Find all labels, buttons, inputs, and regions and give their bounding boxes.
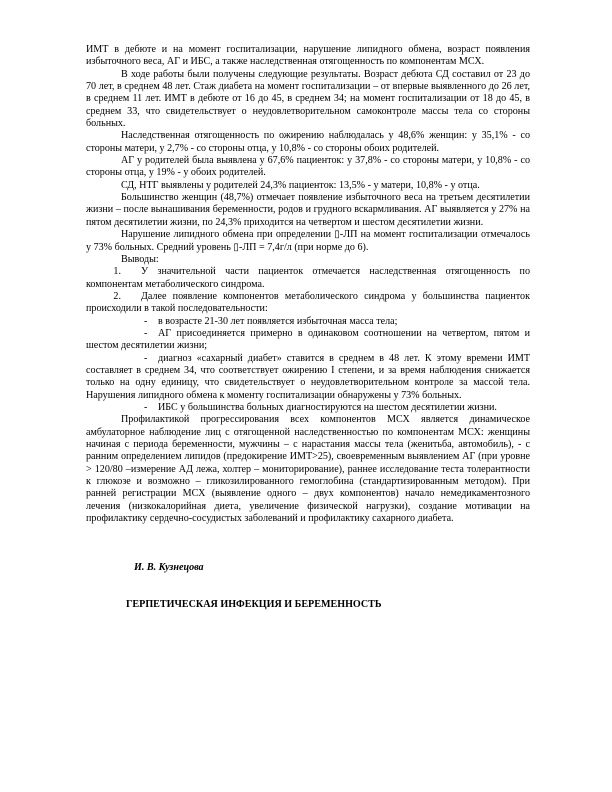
dash-item xyxy=(86,353,530,402)
paragraph: СД, НТГ выявлены у родителей 24,3% пациенток: 13,5% - у матери, 10,8% - у отца. xyxy=(121,179,480,191)
dash-marker: - xyxy=(144,401,148,413)
dash-item xyxy=(86,328,530,353)
article-title: ГЕРПЕТИЧЕСКАЯ ИНФЕКЦИЯ И БЕРЕМЕННОСТЬ xyxy=(126,598,382,610)
dash-marker: - xyxy=(144,327,148,339)
conclusion-item xyxy=(86,291,530,316)
item-number: 1. xyxy=(113,266,121,278)
dash-marker: - xyxy=(144,315,148,327)
item-text: ИБС у большинства больных диагностируются на шестом десятилетии жизни. xyxy=(158,401,497,413)
paragraph: Профилактикой прогрессирования всех компонентов МСХ является динамическое амбулаторное наблюдение лиц с отягощенной наследственностью по компонентам МСХ: женщины начиная с периода беременности, мужчины – с нарастания массы тела (женитьба, автомобиль), - с ранним определением липидов (предокирение ИМТ>25), своевременным выявлением АГ (при уровне > 120/80 –измерение АД лежа, холтер – мониторирование), раннее исследование теста толерантности к глюкозе и возможно – гликозилированного гемоглобина (стандартизированным методом). При ранней регистрации МСХ (выявление одного – двух компонентов) начало немедикаментозного лечения (низкокалорийная диета, увеличение физической нагрузки), создание мотивации на профилактику сердечно-сосудистых заболеваний и профилактику сахарного диабета. xyxy=(86,414,530,525)
conclusion-item xyxy=(86,266,530,291)
paragraph: АГ у родителей была выявлена у 67,6% пациенток: у 37,8% - со стороны матери, у 10,8% - со стороны отца, у 19% - у обоих родителей. xyxy=(86,155,530,179)
dash-item xyxy=(86,316,530,328)
paragraph: В ходе работы были получены следующие результаты. Возраст дебюта СД составил от 23 до 70 лет, в среднем 48 лет. Стаж диабета на момент госпитализации – от впервые выявленного до 26 лет, в среднем 11 лет. ИМТ в дебюте от 16 до 45, в среднем 34; на момент госпитализации от 18 до 45, в среднем 33, что свидетельствует о неудовлетворительном самоконтроле массы тела со стороны больных. xyxy=(86,68,530,130)
dash-item xyxy=(86,402,530,414)
dash-marker: - xyxy=(144,352,148,364)
document-page xyxy=(86,44,530,611)
item-number: 2. xyxy=(113,290,121,302)
item-text: диагноз «сахарный диабет» ставится в среднем в 48 лет. К этому времени ИМТ составляет в среднем 34, что соответствует ожирению I степени, и за время наблюдения снижается только на одну единицу, что свидетельствует о неудовлетворительном контроле за массой тела. Нарушения липидного обмена к моменту госпитализации обнаружены у 73% больных. xyxy=(86,352,530,401)
item-text: АГ присоединяется примерно в одинаковом соотношении на четвертом, пятом и шестом десятилетии жизни; xyxy=(86,327,530,352)
item-text: У значительной части пациенток отмечается наследственная отягощенность по компонентам метаболического синдрома. xyxy=(86,266,530,290)
paragraph: Большинство женщин (48,7%) отмечает появление избыточного веса на третьем десятилетии жизни – после вынашивания беременности, родов и грудного вскармливания. АГ выявляется у 27% на пятом десятилетии жизни, по 24,3% приходится на четвертом и шестом десятилетии жизни. xyxy=(86,192,530,228)
item-text: Далее появление компонентов метаболического синдрома у большинства пациенток происходили в такой последовательности: xyxy=(86,290,530,315)
paragraph: Нарушение липидного обмена при определении ▯-ЛП на момент госпитализации отмечалось у 73% больных. Средний уровень ▯-ЛП = 7,4г/л (при норме до 6). xyxy=(86,229,530,253)
paragraph: Наследственная отягощенность по ожирению наблюдалась у 48,6% женщин: у 35,1% - со стороны матери, у 2,7% - со стороны отца, у 10,8% - со стороны обоих родителей. xyxy=(86,130,530,154)
item-text: в возрасте 21-30 лет появляется избыточная масса тела; xyxy=(158,315,398,327)
conclusions-heading: Выводы: xyxy=(121,253,159,265)
author-name: И. В. Кузнецова xyxy=(134,562,204,574)
paragraph: ИМТ в дебюте и на момент госпитализации, нарушение липидного обмена, возраст появления избыточного веса, АГ и ИБС, а также наследственная отягощенность по компонентам МСХ. xyxy=(86,44,530,68)
